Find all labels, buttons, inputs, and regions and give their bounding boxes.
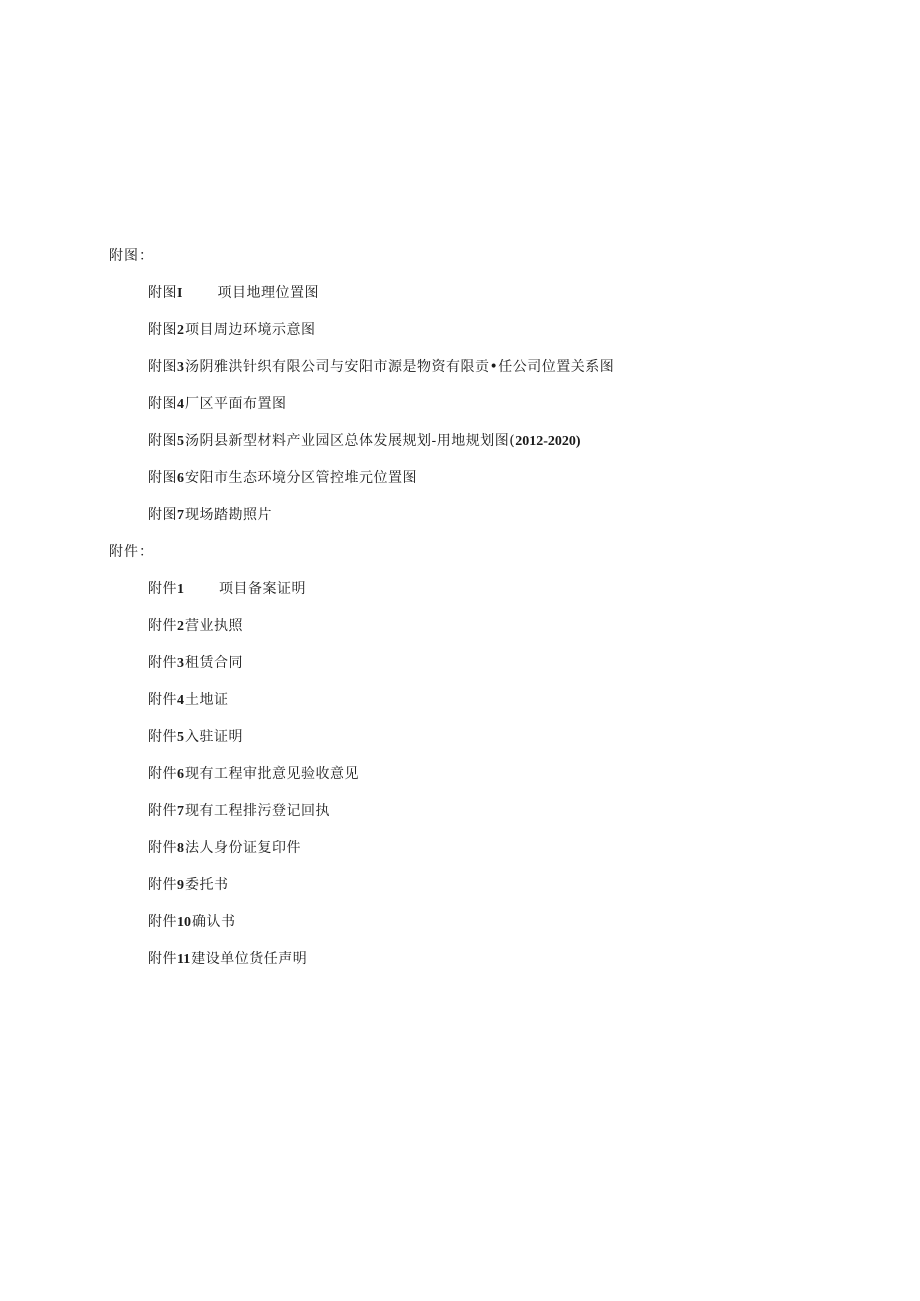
figure-item-prefix: 附图 xyxy=(148,470,177,486)
attachment-item-number: 5 xyxy=(177,730,184,745)
attachment-item-prefix: 附件 xyxy=(148,914,177,930)
attachment-item-prefix: 附件 xyxy=(148,766,177,782)
attachment-item-title: 确认书 xyxy=(192,914,236,930)
attachment-item xyxy=(148,912,236,933)
attachment-item xyxy=(148,579,306,600)
figure-item xyxy=(148,394,287,415)
attachment-item xyxy=(148,875,229,896)
attachment-item-number: 10 xyxy=(177,915,191,930)
attachment-item-number: 2 xyxy=(177,619,184,634)
figure-item-prefix: 附图 xyxy=(148,507,177,523)
figure-item-title: 安阳市生态环境分区管控堆元位置图 xyxy=(185,470,417,486)
figure-item-prefix: 附图 xyxy=(148,285,177,301)
figure-item-title: 项目周边环境示意图 xyxy=(185,322,316,338)
attachment-item xyxy=(148,764,359,785)
figure-item-number: I xyxy=(177,286,183,301)
figure-item-number: 2 xyxy=(177,323,184,338)
attachment-item-number: 7 xyxy=(177,804,184,819)
attachment-item-prefix: 附件 xyxy=(148,877,177,893)
attachment-item-title: 委托书 xyxy=(185,877,229,893)
attachment-item xyxy=(148,653,243,674)
figure-item-suffix: 2012-2020) xyxy=(515,434,581,449)
attachment-item-prefix: 附件 xyxy=(148,951,177,967)
attachment-item-number: 4 xyxy=(177,693,184,708)
attachment-item-prefix: 附件 xyxy=(148,840,177,856)
figure-item xyxy=(148,357,614,378)
attachment-item-number: 1 xyxy=(177,582,184,597)
attachment-item-title: 现有工程审批意见验收意见 xyxy=(185,766,359,782)
figure-item-number: 3 xyxy=(177,360,184,375)
attachment-item xyxy=(148,727,243,748)
figures-heading: 附图： xyxy=(109,248,154,264)
figure-item-title: 汤阴县新型材料产业园区总体发展规划-用地规划图( xyxy=(185,433,516,449)
figure-item-title: 厂区平面布置图 xyxy=(185,396,287,412)
figure-item-number: 6 xyxy=(177,471,184,486)
attachment-item xyxy=(148,838,301,859)
figure-item-title: 项目地理位置图 xyxy=(217,285,319,301)
attachments-heading: 附件： xyxy=(109,544,154,560)
figure-item xyxy=(148,468,417,489)
attachment-item-number: 6 xyxy=(177,767,184,782)
figure-item xyxy=(148,505,272,526)
attachment-item-prefix: 附件 xyxy=(148,581,177,597)
figure-item-title: 现场踏勘照片 xyxy=(185,507,272,523)
attachment-item-title: 土地证 xyxy=(185,692,229,708)
attachment-item-title: 法人身份证复印件 xyxy=(185,840,301,856)
figure-item-title: 汤阴雅洪针织有限公司与安阳市源是物资有限贡•任公司位置关系图 xyxy=(185,359,615,375)
attachment-item-title: 项目备案证明 xyxy=(219,581,306,597)
attachment-item-prefix: 附件 xyxy=(148,729,177,745)
attachment-item xyxy=(148,949,307,970)
attachment-item xyxy=(148,690,229,711)
figure-item-prefix: 附图 xyxy=(148,396,177,412)
figure-item xyxy=(148,320,316,341)
attachment-item-title: 建设单位货任声明 xyxy=(191,951,308,967)
figure-item-number: 4 xyxy=(177,397,184,412)
attachment-item-number: 8 xyxy=(177,841,184,856)
attachment-item-prefix: 附件 xyxy=(148,803,177,819)
attachment-item xyxy=(148,616,243,637)
figure-item-prefix: 附图 xyxy=(148,433,177,449)
attachment-item-number: 9 xyxy=(177,878,184,893)
attachment-item xyxy=(148,801,330,822)
figure-item-number: 5 xyxy=(177,434,184,449)
figure-item-number: 7 xyxy=(177,508,184,523)
figure-item-prefix: 附图 xyxy=(148,359,177,375)
attachment-item-number: 3 xyxy=(177,656,184,671)
figure-item xyxy=(148,283,319,304)
attachment-item-prefix: 附件 xyxy=(148,655,177,671)
attachment-item-title: 入驻证明 xyxy=(185,729,243,745)
figure-item xyxy=(148,431,581,452)
attachment-item-prefix: 附件 xyxy=(148,692,177,708)
attachment-item-title: 营业执照 xyxy=(185,618,243,634)
figure-item-prefix: 附图 xyxy=(148,322,177,338)
attachment-item-title: 现有工程排污登记回执 xyxy=(185,803,330,819)
attachment-item-number: 11 xyxy=(177,952,191,967)
attachment-item-title: 租赁合同 xyxy=(185,655,243,671)
attachment-item-prefix: 附件 xyxy=(148,618,177,634)
